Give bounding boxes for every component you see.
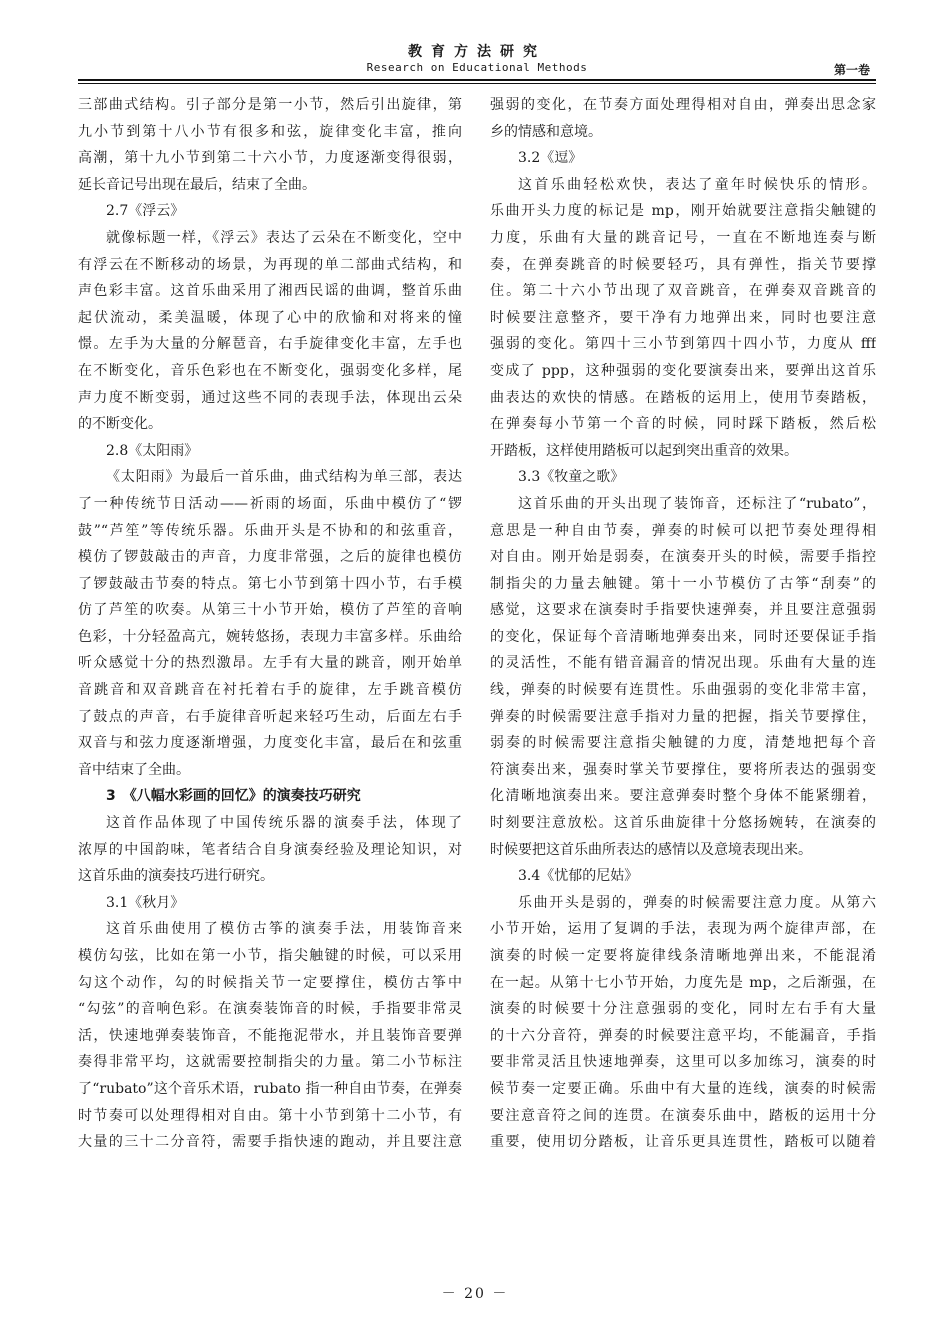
text-line: 开踏板，这样使用踏板可以起到突出重音的效果。 bbox=[490, 442, 798, 459]
text-line: 在不断变化，音乐色彩也在不断变化，强弱变化多样，尾 bbox=[78, 362, 462, 379]
text-line: 强弱的变化，在节奏方面处理得相对自由，弹奏出思念家 bbox=[490, 97, 876, 113]
text-line: 制指尖的力量去触键。第十一小节模仿了古筝“刮奏”的 bbox=[490, 575, 876, 592]
text-line: 了鼓点的声音，右手旋律音听起来轻巧生动，后面左右手 bbox=[78, 708, 462, 725]
text-line: 有浮云在不断移动的场景，为再现的单二部曲式结构，和 bbox=[78, 256, 462, 273]
subsection-heading: 2.7《浮云》 bbox=[106, 203, 185, 220]
text-line: 延长音记号出现在最后，结束了全曲。 bbox=[78, 176, 316, 193]
running-header bbox=[78, 36, 876, 80]
text-line: 听众感觉十分的热烈激昂。左手有大量的跳音，刚开始单 bbox=[78, 655, 462, 672]
paragraph-start: 这首乐曲的开头出现了装饰音，还标注了“rubato”， bbox=[518, 495, 876, 512]
paragraph-start: 这首乐曲轻松欢快，表达了童年时候快乐的情形。 bbox=[518, 176, 876, 193]
right-column bbox=[490, 92, 876, 1156]
text-line: 高潮，第十九小节到第二十六小节，力度逐渐变得很弱， bbox=[78, 150, 462, 167]
text-line: 声力度不断变弱，通过这些不同的表现手法，体现出云朵 bbox=[78, 389, 462, 406]
text-line: 在一起。从第十七小节开始，力度先是 mp，之后渐强，在 bbox=[490, 974, 876, 991]
journal-title-en: Research on Educational Methods bbox=[366, 61, 588, 74]
paragraph-start: 《太阳雨》为最后一首乐曲，曲式结构为单三部，表达 bbox=[106, 469, 462, 486]
text-line: 了锣鼓敲击节奏的特点。第七小节到第十四小节，右手模 bbox=[78, 575, 462, 592]
text-line: 意思是一种自由节奏，弹奏的时候可以把节奏处理得相 bbox=[490, 522, 876, 539]
text-line: 活，快速地弹奏装饰音，不能拖泥带水，并且装饰音要弹 bbox=[78, 1027, 462, 1044]
subsection-heading: 3.2《逗》 bbox=[518, 150, 583, 167]
text-line: 弱奏的时候需要注意指尖触键的力度，清楚地把每个音 bbox=[490, 735, 876, 752]
text-line: 的变化，保证每个音清晰地弹奏出来，同时还要保证手指 bbox=[490, 628, 876, 645]
text-line: 音跳音和双音跳音在衬托着右手的旋律，左手跳音模仿 bbox=[78, 682, 462, 699]
text-line: 这首乐曲的演奏技巧进行研究。 bbox=[78, 868, 274, 885]
text-line: 憬。左手为大量的分解琶音，右手旋律变化丰富，左手也 bbox=[78, 336, 462, 353]
subsection-heading: 3.1《秋月》 bbox=[106, 894, 185, 911]
text-line: 乡的情感和意境。 bbox=[490, 123, 602, 140]
text-line: 时候要注意整齐，要干净有力地弹出来，同时也要注意 bbox=[490, 309, 876, 326]
text-line: 变成了 ppp，这种强弱的变化要演奏出来，要弹出这首乐 bbox=[490, 362, 876, 379]
text-line: 乐曲开头力度的标记是 mp，刚开始就要注意指尖触键的 bbox=[490, 203, 876, 220]
text-line: 时节奏可以处理得相对自由。第十小节到第十二小节，有 bbox=[78, 1107, 462, 1124]
text-line: 演奏的时候要十分注意强弱的变化，同时左右手有大量 bbox=[490, 1001, 876, 1018]
header-rule-thick bbox=[78, 79, 876, 81]
text-line: 大量的三十二分音符，需要手指快速的跑动，并且要注意 bbox=[78, 1134, 462, 1151]
text-line: 勾这个动作，勾的时候指关节一定要撑住，模仿古筝中 bbox=[78, 974, 462, 991]
journal-title-cn: 教育方法研究 bbox=[408, 44, 546, 60]
text-line: 鼓”“芦笙”等传统乐器。乐曲开头是不协和的和弦重音， bbox=[78, 522, 462, 539]
text-line: 音中结束了全曲。 bbox=[78, 761, 190, 778]
text-line: 曲表达的欢快的情感。在踏板的运用上，使用节奏踏板， bbox=[490, 389, 876, 406]
text-line: 了一种传统节日活动——祈雨的场面，乐曲中模仿了“锣 bbox=[78, 495, 462, 512]
text-line: 奏，在弹奏跳音的时候要轻巧，具有弹性，指关节要撑 bbox=[490, 256, 876, 273]
header-rule-thin bbox=[78, 83, 876, 84]
text-line: 仿了芦笙的吹奏。从第三十小节开始，模仿了芦笙的音响 bbox=[78, 602, 462, 619]
paragraph-start: 就像标题一样，《浮云》表达了云朵在不断变化，空中 bbox=[106, 229, 462, 246]
text-line: 的灵活性，不能有错音漏音的情况出现。乐曲有大量的连 bbox=[490, 655, 876, 672]
text-line: 了“rubato”这个音乐术语，rubato 指一种自由节奏，在弹奏 bbox=[78, 1080, 462, 1097]
text-line: 要非常灵活且快速地弹奏，这里可以多加练习，演奏的时 bbox=[490, 1054, 876, 1071]
text-line: 模仿勾弦，比如在第一小节，指尖触键的时候，可以采用 bbox=[78, 948, 462, 964]
left-column bbox=[78, 92, 462, 1156]
text-line: 感觉，这要求在演奏时手指要快速弹奏，并且要注意强弱 bbox=[490, 602, 876, 619]
text-line: 浓厚的中国韵味，笔者结合自身演奏经验及理论知识，对 bbox=[78, 841, 462, 858]
text-line: 声色彩丰富。这首乐曲采用了湘西民谣的曲调，整首乐曲 bbox=[78, 283, 462, 300]
subsection-heading: 2.8《太阳雨》 bbox=[106, 442, 199, 459]
text-line: 的十六分音符，弹奏的时候要注意平均，不能漏音，手指 bbox=[490, 1027, 876, 1044]
text-line: 模仿了锣鼓敲击的声音，力度非常强，之后的旋律也模仿 bbox=[78, 549, 462, 566]
text-line: 化清晰地演奏出来。要注意弹奏时整个身体不能紧绷着， bbox=[490, 788, 876, 805]
paragraph-start: 这首乐曲使用了模仿古筝的演奏手法，用装饰音来 bbox=[106, 921, 462, 938]
volume-label: 第一卷 bbox=[833, 63, 870, 77]
text-line: 三部曲式结构。引子部分是第一小节，然后引出旋律，第 bbox=[78, 97, 462, 113]
text-line: 住。第二十六小节出现了双音跳音，在弹奏双音跳音的 bbox=[490, 283, 876, 300]
text-line: 弹奏的时候需要注意手指对力量的把握，指关节要撑住， bbox=[490, 708, 876, 725]
text-line: 重要，使用切分踏板，让音乐更具连贯性，踏板可以随着 bbox=[490, 1134, 876, 1151]
text-line: 要注意音符之间的连贯。在演奏乐曲中，踏板的运用十分 bbox=[490, 1107, 876, 1124]
text-line: 强弱的变化。第四十三小节到第四十四小节，力度从 fff bbox=[490, 336, 876, 353]
subsection-heading: 3.4《忧郁的尼姑》 bbox=[518, 868, 639, 885]
text-line: 色彩，十分轻盈高亢，婉转悠扬，表现力丰富多样。乐曲给 bbox=[78, 628, 462, 645]
text-line: 的不断变化。 bbox=[78, 416, 162, 433]
text-line: 力度，乐曲有大量的跳音记号，一直在不断地连奏与断 bbox=[490, 229, 876, 246]
page-number: － 20 － bbox=[441, 1286, 509, 1302]
text-line: 九小节到第十八小节有很多和弦，旋律变化丰富，推向 bbox=[78, 123, 462, 140]
text-line: 符演奏出来，强奏时掌关节要撑住，要将所表达的强弱变 bbox=[490, 761, 876, 778]
text-line: 时刻要注意放松。这首乐曲旋律十分悠扬婉转，在演奏的 bbox=[490, 815, 876, 832]
paragraph-start: 这首作品体现了中国传统乐器的演奏手法，体现了 bbox=[106, 815, 462, 832]
text-line: 时候要把这首乐曲所表达的感情以及意境表现出来。 bbox=[490, 841, 812, 858]
section-heading: 3 《八幅水彩画的回忆》的演奏技巧研究 bbox=[106, 788, 361, 805]
paragraph-start: 乐曲开头是弱的，弹奏的时候需要注意力度。从第六 bbox=[518, 894, 876, 911]
text-line: 起伏流动，柔美温暖，体现了心中的欣愉和对将来的憧 bbox=[78, 309, 462, 326]
text-line: 奏得非常平均，这就需要控制指尖的力量。第二小节标注 bbox=[78, 1054, 462, 1071]
text-line: 在弹奏每小节第一个音的时候，同时踩下踏板，然后松 bbox=[490, 416, 876, 433]
subsection-heading: 3.3《牧童之歌》 bbox=[518, 469, 625, 486]
text-line: 对自由。刚开始是弱奏，在演奏开头的时候，需要手指控 bbox=[490, 549, 876, 566]
text-line: 候节奏一定要正确。乐曲中有大量的连线，演奏的时候需 bbox=[490, 1080, 876, 1097]
text-line: 双音与和弦力度逐渐增强，力度变化丰富，最后在和弦重 bbox=[78, 735, 462, 752]
text-line: “勾弦”的音响色彩。在演奏装饰音的时候，手指要非常灵 bbox=[78, 1001, 462, 1018]
text-line: 线，弹奏的时候要有连贯性。乐曲强弱的变化非常丰富， bbox=[490, 682, 876, 699]
text-line: 小节开始，运用了复调的手法，表现为两个旋律声部，在 bbox=[490, 921, 876, 938]
text-line: 演奏的时候一定要将旋律线条清晰地弹出来，不能混淆 bbox=[490, 948, 876, 964]
